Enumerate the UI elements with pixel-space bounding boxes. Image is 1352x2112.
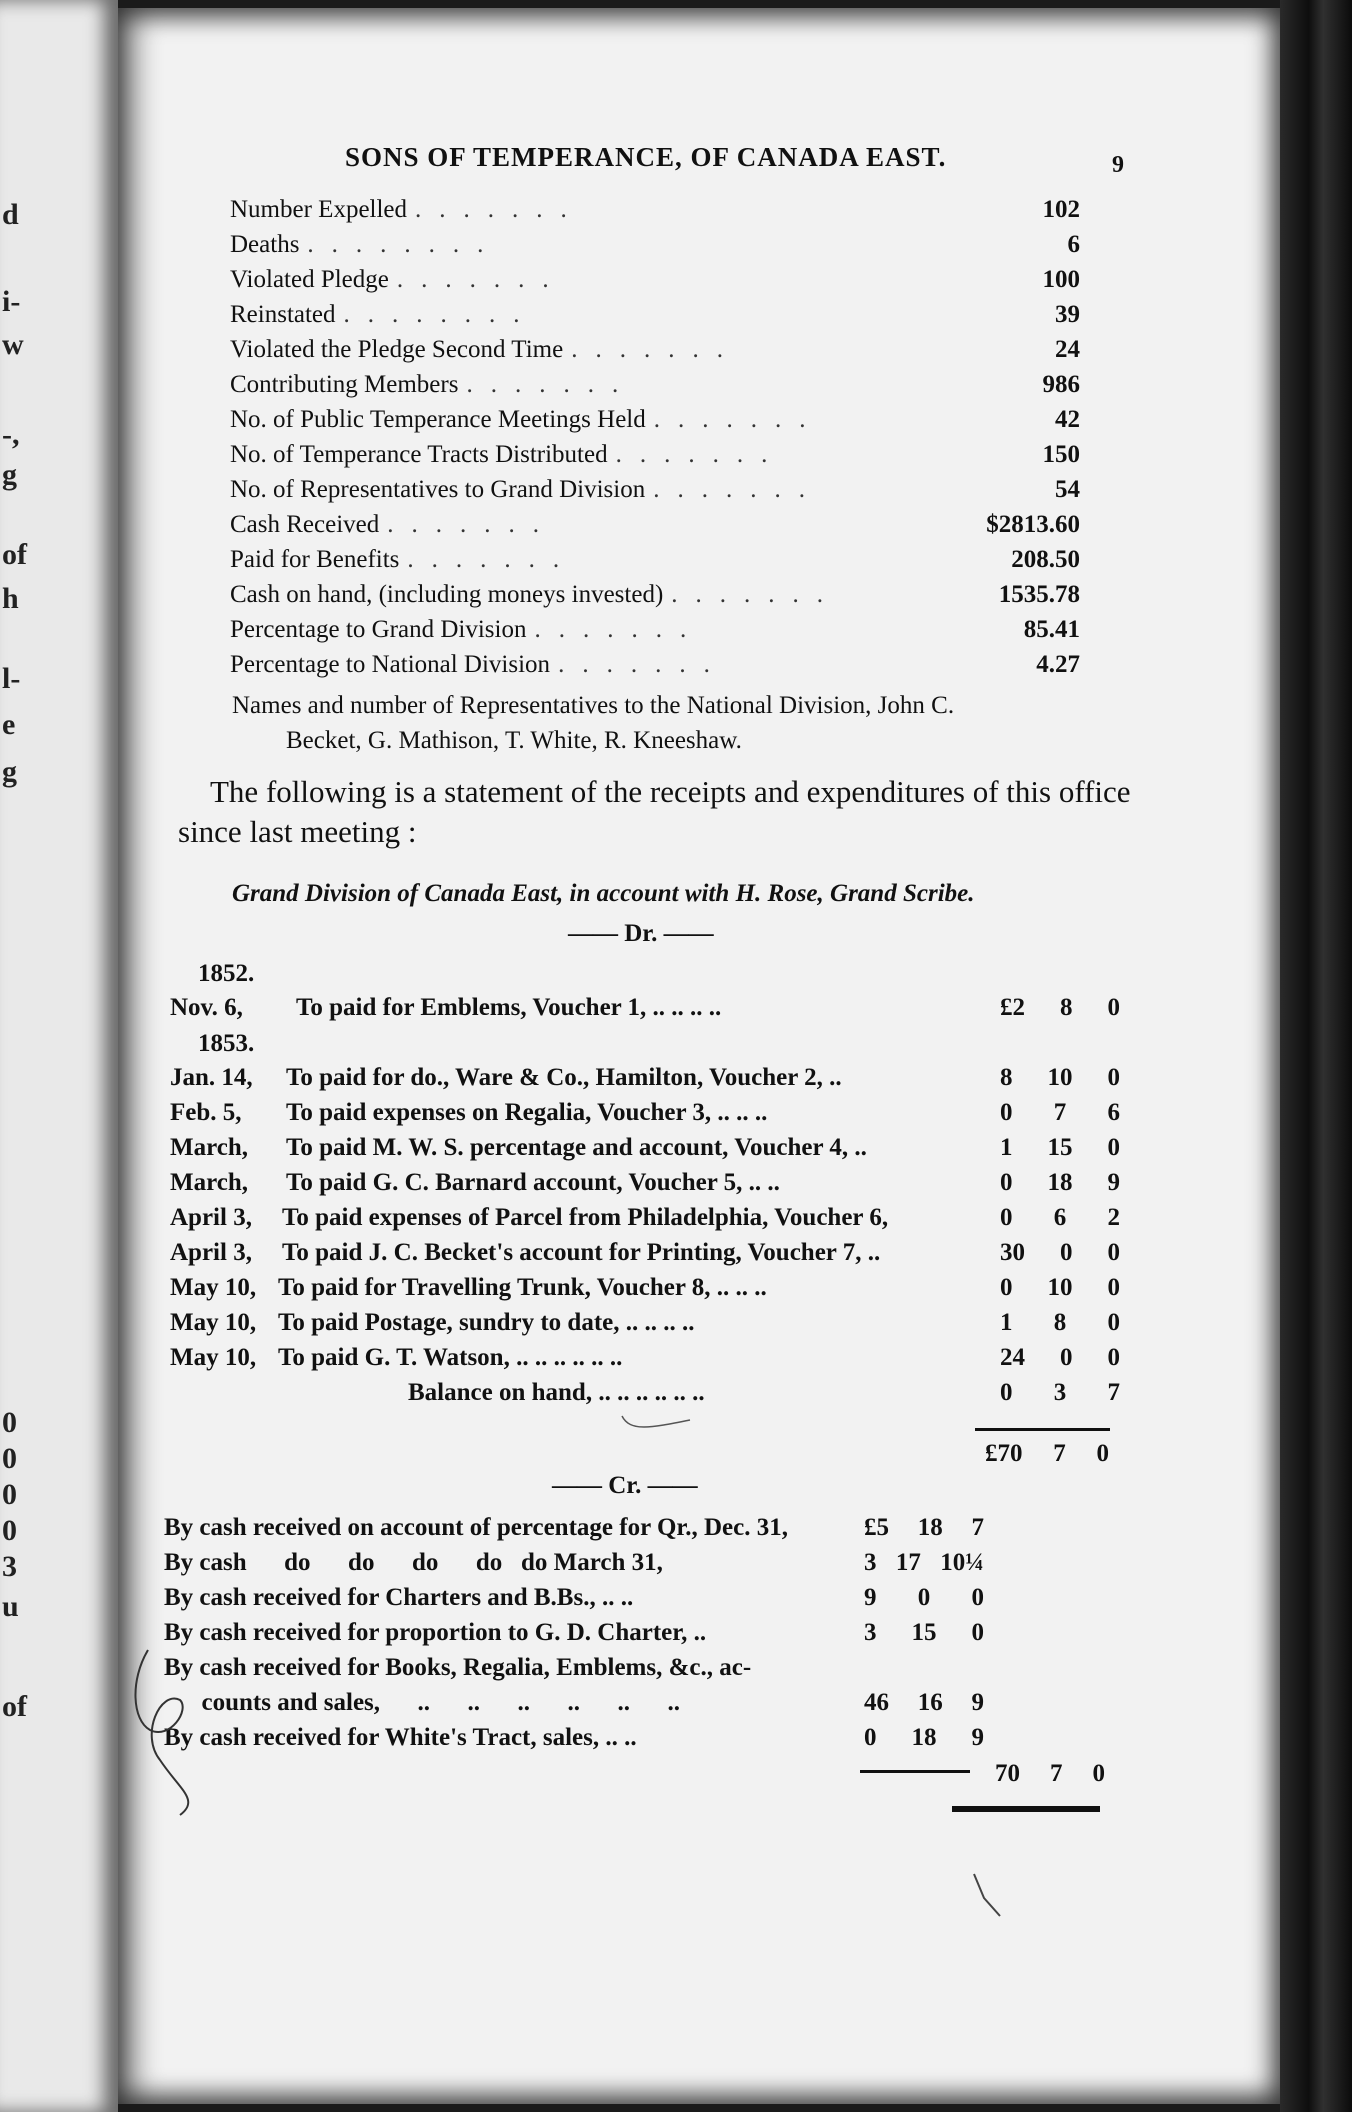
debit-description: To paid G. T. Watson, .. .. .. .. .. ..	[278, 1344, 623, 1371]
debit-date: Feb. 5,	[170, 1099, 242, 1126]
amount-shillings: 10	[1047, 1274, 1073, 1301]
stat-value: 102	[1042, 196, 1080, 223]
stat-value: 986	[1042, 371, 1080, 398]
stat-row	[230, 546, 1080, 578]
stat-row	[230, 196, 1080, 228]
stat-value: 85.41	[1023, 616, 1080, 643]
debit-label: —— Dr. ——	[568, 920, 714, 947]
debit-description: To paid Postage, sundry to date, .. .. .. ..	[278, 1309, 695, 1336]
stat-value: 42	[1055, 406, 1080, 433]
amount-pounds: 3	[864, 1549, 877, 1576]
credit-description: By cash received for Charters and B.Bs., .. ..	[164, 1584, 634, 1611]
margin-char: -,	[2, 418, 20, 451]
amount-pounds: 8	[1000, 1064, 1013, 1091]
debit-description: To paid for Emblems, Voucher 1, .. .. .. ..	[296, 994, 722, 1021]
amount-pounds: 0	[1000, 1169, 1013, 1196]
stat-row	[230, 406, 1080, 438]
margin-char: 0	[2, 1406, 17, 1439]
debit-date: March,	[170, 1169, 248, 1196]
stat-value: 208.50	[1011, 546, 1080, 573]
pencil-scribble	[120, 1640, 240, 1820]
leader-dots: .......	[615, 441, 786, 468]
total-pence: 0	[1096, 1440, 1109, 1467]
amount-shillings: 0	[917, 1584, 931, 1611]
stat-row	[230, 266, 1080, 298]
stat-value: 1535.78	[998, 581, 1080, 608]
amount-shillings: 10	[1047, 1064, 1073, 1091]
credit-description: By cash received on account of percentage for Qr., Dec. 31,	[164, 1514, 788, 1541]
credit-row	[164, 1514, 984, 1548]
amount-shillings: 18	[1047, 1169, 1073, 1196]
amount-shillings: 17	[895, 1549, 921, 1576]
stat-label: Reinstated	[230, 301, 336, 328]
facing-page-edge	[0, 0, 118, 2112]
total-shillings: 7	[1050, 1760, 1063, 1787]
amount-pounds: 30	[1000, 1239, 1025, 1266]
total-pounds: £70	[985, 1440, 1023, 1467]
margin-char: h	[2, 582, 19, 615]
stat-row	[230, 651, 1080, 683]
amount-shillings: 15	[911, 1619, 937, 1646]
credit-description: By cash do do do do do March 31,	[164, 1549, 663, 1576]
stat-row	[230, 511, 1080, 543]
amount-shillings: 8	[1060, 994, 1073, 1021]
stat-label: Violated Pledge	[230, 266, 389, 293]
amount-pounds: £2	[1000, 994, 1025, 1021]
margin-char: of	[2, 538, 27, 571]
amount-pounds: 0	[1000, 1274, 1013, 1301]
debit-description: To paid G. C. Barnard account, Voucher 5, .. ..	[286, 1169, 780, 1196]
amount-shillings: 18	[917, 1514, 943, 1541]
debit-description: Balance on hand, .. .. .. .. .. ..	[408, 1379, 705, 1406]
stat-label: Number Expelled	[230, 196, 408, 223]
stat-row	[230, 581, 1080, 613]
debit-row	[170, 1099, 1120, 1133]
stat-label: Percentage to National Division	[230, 651, 551, 678]
pencil-tick-mark	[620, 1410, 700, 1440]
running-head: SONS OF TEMPERANCE, OF CANADA EAST.	[345, 142, 947, 172]
leader-dots: ........	[343, 301, 538, 328]
amount-pounds: 0	[864, 1724, 877, 1751]
representatives-line-2: Becket, G. Mathison, T. White, R. Kneeshaw.	[286, 727, 742, 754]
stat-label: Violated the Pledge Second Time	[230, 336, 564, 363]
leader-dots: ........	[307, 231, 502, 258]
leader-dots: .......	[534, 616, 705, 643]
amount-pounds: 1	[1000, 1309, 1013, 1336]
stat-label: Deaths	[230, 231, 300, 258]
amount-shillings: 6	[1053, 1204, 1067, 1231]
debit-description: To paid for Travelling Trunk, Voucher 8, .. .. ..	[278, 1274, 767, 1301]
stat-value: 4.27	[1036, 651, 1080, 678]
stat-label: Cash on hand, (including moneys invested)	[230, 581, 664, 608]
amount-pence: 0	[1107, 1309, 1120, 1336]
pencil-mark	[970, 1870, 1010, 1920]
stat-row	[230, 231, 1080, 263]
credit-description: By cash received for proportion to G. D. Charter, ..	[164, 1619, 707, 1646]
amount-pence: 0	[1107, 1344, 1120, 1371]
stat-value: $2813.60	[986, 511, 1080, 538]
stat-label: Contributing Members	[230, 371, 459, 398]
margin-char: 0	[2, 1478, 17, 1511]
margin-char: l-	[2, 662, 21, 695]
credit-row	[164, 1619, 984, 1653]
margin-char: w	[2, 328, 24, 361]
amount-pounds: £5	[864, 1514, 889, 1541]
amount-pence: 0	[1107, 1064, 1120, 1091]
margin-char: 3	[2, 1550, 17, 1583]
sum-rule	[975, 1428, 1110, 1431]
stat-value: 24	[1055, 336, 1080, 363]
amount-pence: 0	[971, 1584, 984, 1611]
stat-row	[230, 301, 1080, 333]
stat-value: 100	[1042, 266, 1080, 293]
stat-value: 6	[1067, 231, 1080, 258]
credit-row	[164, 1584, 984, 1618]
amount-pence: 0	[1107, 994, 1120, 1021]
amount-pence: 6	[1107, 1099, 1120, 1126]
amount-pence: 9	[971, 1689, 984, 1716]
debit-description: To paid for do., Ware & Co., Hamilton, Voucher 2, ..	[286, 1064, 842, 1091]
debit-date: May 10,	[170, 1309, 257, 1336]
stat-value: 150	[1042, 441, 1080, 468]
amount-shillings: 0	[1060, 1344, 1073, 1371]
leader-dots: .......	[671, 581, 842, 608]
stat-row	[230, 616, 1080, 648]
representatives-line-1: Names and number of Representatives to the National Division, John C.	[232, 692, 955, 719]
amount-pounds: 3	[864, 1619, 877, 1646]
amount-pounds: 24	[1000, 1344, 1025, 1371]
margin-char: 0	[2, 1514, 17, 1547]
debit-row	[170, 1134, 1120, 1168]
sum-rule	[860, 1770, 970, 1773]
amount-pounds: 1	[1000, 1134, 1013, 1161]
amount-shillings: 7	[1053, 1099, 1067, 1126]
amount-shillings: 16	[917, 1689, 943, 1716]
debit-date: April 3,	[170, 1239, 252, 1266]
debit-date: Nov. 6,	[170, 994, 243, 1021]
margin-char: g	[2, 755, 17, 788]
stat-row	[230, 336, 1080, 368]
debit-row	[170, 1169, 1120, 1203]
stat-label: No. of Temperance Tracts Distributed	[230, 441, 608, 468]
debit-description: To paid M. W. S. percentage and account, Voucher 4, ..	[286, 1134, 867, 1161]
margin-char: e	[2, 708, 16, 741]
margin-char: d	[2, 198, 19, 231]
total-shillings: 7	[1053, 1440, 1066, 1467]
leader-dots: .......	[396, 266, 567, 293]
amount-pounds: 9	[864, 1584, 877, 1611]
year-label: 1852.	[198, 960, 255, 987]
stat-label: No. of Public Temperance Meetings Held	[230, 406, 646, 433]
credit-description: By cash received for Books, Regalia, Emblems, &c., ac-	[164, 1654, 752, 1681]
credit-description: counts and sales, .. .. .. .. .. ..	[164, 1689, 681, 1716]
debit-row	[170, 1239, 1120, 1273]
total-pence: 0	[1092, 1760, 1105, 1787]
debit-row	[170, 1064, 1120, 1098]
stat-row	[230, 441, 1080, 473]
amount-pence: 0	[1107, 1274, 1120, 1301]
leader-dots: .......	[558, 651, 728, 678]
stat-row	[230, 476, 1080, 508]
page-number: 9	[1112, 152, 1124, 178]
amount-pounds: 0	[1000, 1204, 1013, 1231]
amount-pence: 7	[971, 1514, 984, 1541]
margin-char: i-	[2, 285, 21, 318]
representatives-paragraph	[232, 688, 1092, 758]
leader-dots: .......	[407, 546, 578, 573]
amount-shillings: 18	[911, 1724, 937, 1751]
leader-dots: .......	[415, 196, 585, 223]
debit-description: To paid expenses on Regalia, Voucher 3, .. .. ..	[286, 1099, 768, 1126]
amount-shillings: 8	[1053, 1309, 1067, 1336]
stat-label: Percentage to Grand Division	[230, 616, 527, 643]
debit-date: May 10,	[170, 1344, 257, 1371]
debit-row	[170, 1204, 1120, 1238]
amount-pence: 10¼	[940, 1549, 984, 1576]
debit-row	[170, 1274, 1120, 1308]
debit-row	[170, 994, 1120, 1028]
book-spine-edge	[1280, 0, 1352, 2112]
amount-shillings: 0	[1060, 1239, 1073, 1266]
amount-pounds: 0	[1000, 1099, 1013, 1126]
stat-value: 54	[1055, 476, 1080, 503]
debit-date: May 10,	[170, 1274, 257, 1301]
debit-total	[985, 1440, 1109, 1468]
stat-label: Cash Received	[230, 511, 380, 538]
amount-pence: 9	[1107, 1169, 1120, 1196]
stat-value: 39	[1055, 301, 1080, 328]
debit-description: To paid J. C. Becket's account for Printing, Voucher 7, ..	[282, 1239, 881, 1266]
amount-pence: 0	[1107, 1134, 1120, 1161]
debit-row	[170, 1344, 1120, 1378]
amount-shillings: 3	[1053, 1379, 1067, 1406]
leader-dots: .......	[653, 476, 823, 503]
stat-label: Paid for Benefits	[230, 546, 400, 573]
credit-label: —— Cr. ——	[552, 1472, 698, 1499]
debit-date: April 3,	[170, 1204, 252, 1231]
double-rule	[952, 1806, 1100, 1812]
debit-row	[170, 1309, 1120, 1343]
stat-row	[230, 371, 1080, 403]
amount-pence: 0	[971, 1619, 984, 1646]
leader-dots: .......	[466, 371, 637, 398]
margin-char: of	[2, 1690, 27, 1723]
debit-description: To paid expenses of Parcel from Philadelphia, Voucher 6,	[282, 1204, 889, 1231]
credit-row	[164, 1724, 984, 1758]
amount-pounds: 0	[1000, 1379, 1013, 1406]
credit-description: By cash received for White's Tract, sales, .. ..	[164, 1724, 637, 1751]
total-pounds: 70	[995, 1760, 1020, 1787]
amount-pence: 2	[1107, 1204, 1120, 1231]
account-heading: Grand Division of Canada East, in account with H. Rose, Grand Scribe.	[232, 880, 975, 907]
debit-date: Jan. 14,	[170, 1064, 253, 1091]
credit-row	[164, 1549, 984, 1583]
credit-row	[164, 1654, 984, 1688]
margin-char: g	[2, 458, 17, 491]
stat-label: No. of Representatives to Grand Division	[230, 476, 646, 503]
amount-pence: 9	[971, 1724, 984, 1751]
credit-row	[164, 1689, 984, 1723]
margin-char: 0	[2, 1442, 17, 1475]
leader-dots: .......	[387, 511, 558, 538]
statement-paragraph: The following is a statement of the receipts and expenditures of this office since last meeting :	[178, 774, 1131, 849]
amount-shillings: 15	[1047, 1134, 1073, 1161]
amount-pounds: 46	[864, 1689, 889, 1716]
margin-char: u	[2, 1590, 19, 1623]
credit-total	[995, 1760, 1105, 1788]
debit-date: March,	[170, 1134, 248, 1161]
debit-row	[170, 1379, 1120, 1413]
amount-pence: 0	[1107, 1239, 1120, 1266]
year-label: 1853.	[198, 1030, 255, 1057]
leader-dots: .......	[653, 406, 824, 433]
leader-dots: .......	[571, 336, 741, 363]
amount-pence: 7	[1107, 1379, 1120, 1406]
